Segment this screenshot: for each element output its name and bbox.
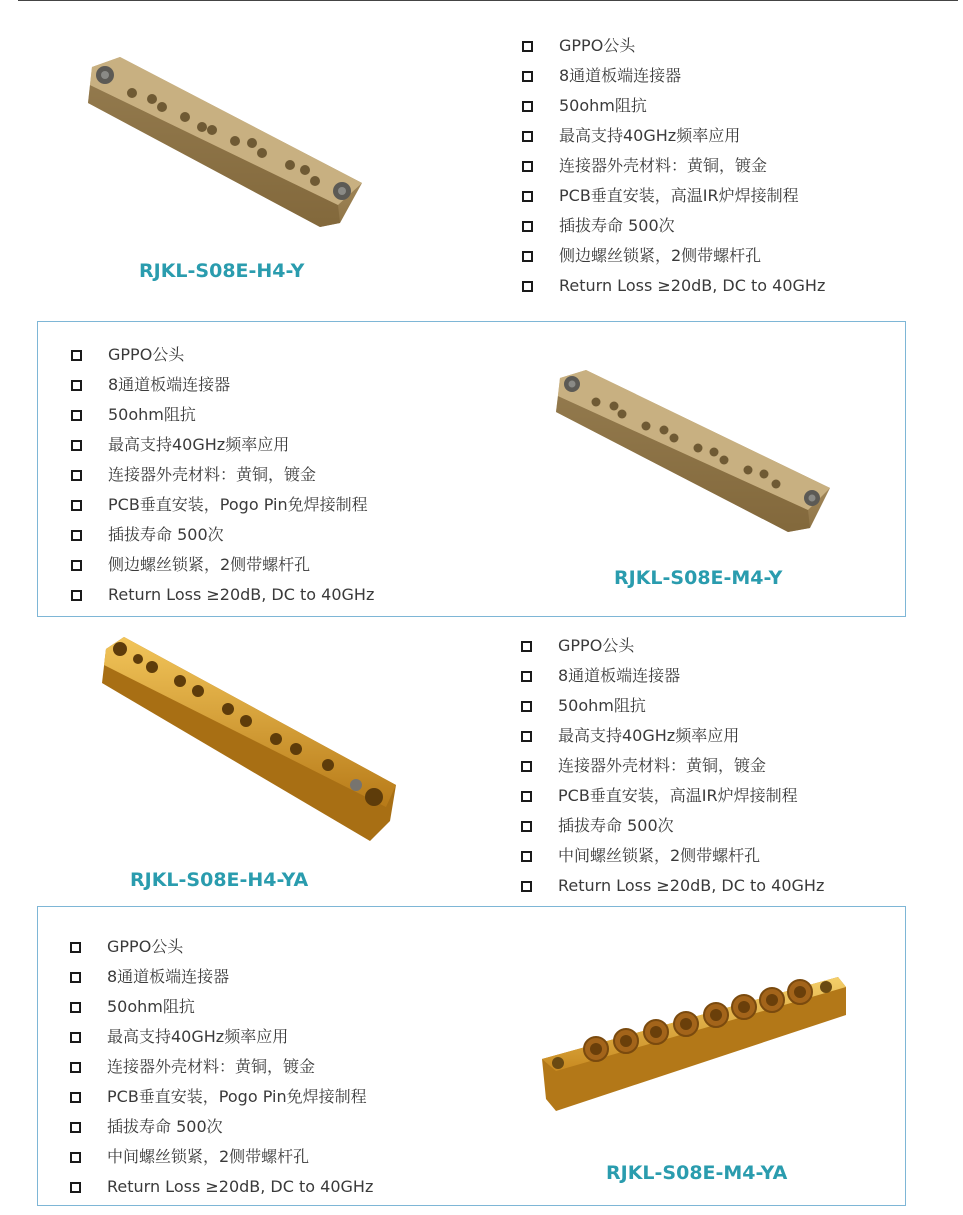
square-bullet-icon	[521, 791, 532, 802]
model-name: RJKL-S08E-H4-Y	[139, 260, 305, 282]
square-bullet-icon	[522, 281, 533, 292]
square-bullet-icon	[71, 350, 82, 361]
square-bullet-icon	[522, 41, 533, 52]
square-bullet-icon	[71, 410, 82, 421]
square-bullet-icon	[521, 641, 532, 652]
square-bullet-icon	[70, 1002, 81, 1013]
square-bullet-icon	[71, 530, 82, 541]
product-section-2: GPPO公头 8通道板端连接器 50ohm阻抗 最高支持40GHz频率应用 连接器外壳材料：黄铜，镀金 PCB垂直安装，Pogo Pin免焊接制程 插拔寿命 500次 侧边螺丝锁紧，2侧带螺杆孔 Return Loss ≥20dB, DC to 40GHz RJKL-S08E-M4-Y	[37, 321, 906, 617]
square-bullet-icon	[522, 101, 533, 112]
connector-image-m4-y	[548, 368, 838, 538]
square-bullet-icon	[522, 221, 533, 232]
square-bullet-icon	[521, 851, 532, 862]
model-name: RJKL-S08E-H4-YA	[130, 869, 309, 891]
square-bullet-icon	[71, 440, 82, 451]
square-bullet-icon	[70, 1182, 81, 1193]
square-bullet-icon	[71, 590, 82, 601]
square-bullet-icon	[70, 1032, 81, 1043]
square-bullet-icon	[521, 671, 532, 682]
square-bullet-icon	[71, 470, 82, 481]
square-bullet-icon	[70, 942, 81, 953]
square-bullet-icon	[70, 972, 81, 983]
square-bullet-icon	[522, 191, 533, 202]
square-bullet-icon	[521, 761, 532, 772]
square-bullet-icon	[521, 731, 532, 742]
square-bullet-icon	[521, 821, 532, 832]
square-bullet-icon	[522, 131, 533, 142]
square-bullet-icon	[522, 71, 533, 82]
square-bullet-icon	[522, 161, 533, 172]
model-name: RJKL-S08E-M4-YA	[606, 1162, 788, 1184]
square-bullet-icon	[70, 1122, 81, 1133]
square-bullet-icon	[522, 251, 533, 262]
square-bullet-icon	[521, 701, 532, 712]
square-bullet-icon	[70, 1152, 81, 1163]
product-section-4: GPPO公头 8通道板端连接器 50ohm阻抗 最高支持40GHz频率应用 连接器外壳材料：黄铜，镀金 PCB垂直安装，Pogo Pin免焊接制程 插拔寿命 500次 中间螺丝锁紧，2侧带螺杆孔 Return Loss ≥20dB, DC to 40GHz RJKL-S08E-M4-YA	[37, 906, 906, 1206]
square-bullet-icon	[71, 380, 82, 391]
square-bullet-icon	[71, 500, 82, 511]
connector-image-h4-ya	[100, 635, 400, 850]
square-bullet-icon	[70, 1092, 81, 1103]
top-divider	[18, 0, 958, 1]
square-bullet-icon	[521, 881, 532, 892]
model-name: RJKL-S08E-M4-Y	[614, 567, 783, 589]
square-bullet-icon	[71, 560, 82, 571]
connector-image-h4-y	[80, 55, 370, 235]
connector-image-m4-ya	[538, 975, 853, 1120]
square-bullet-icon	[70, 1062, 81, 1073]
